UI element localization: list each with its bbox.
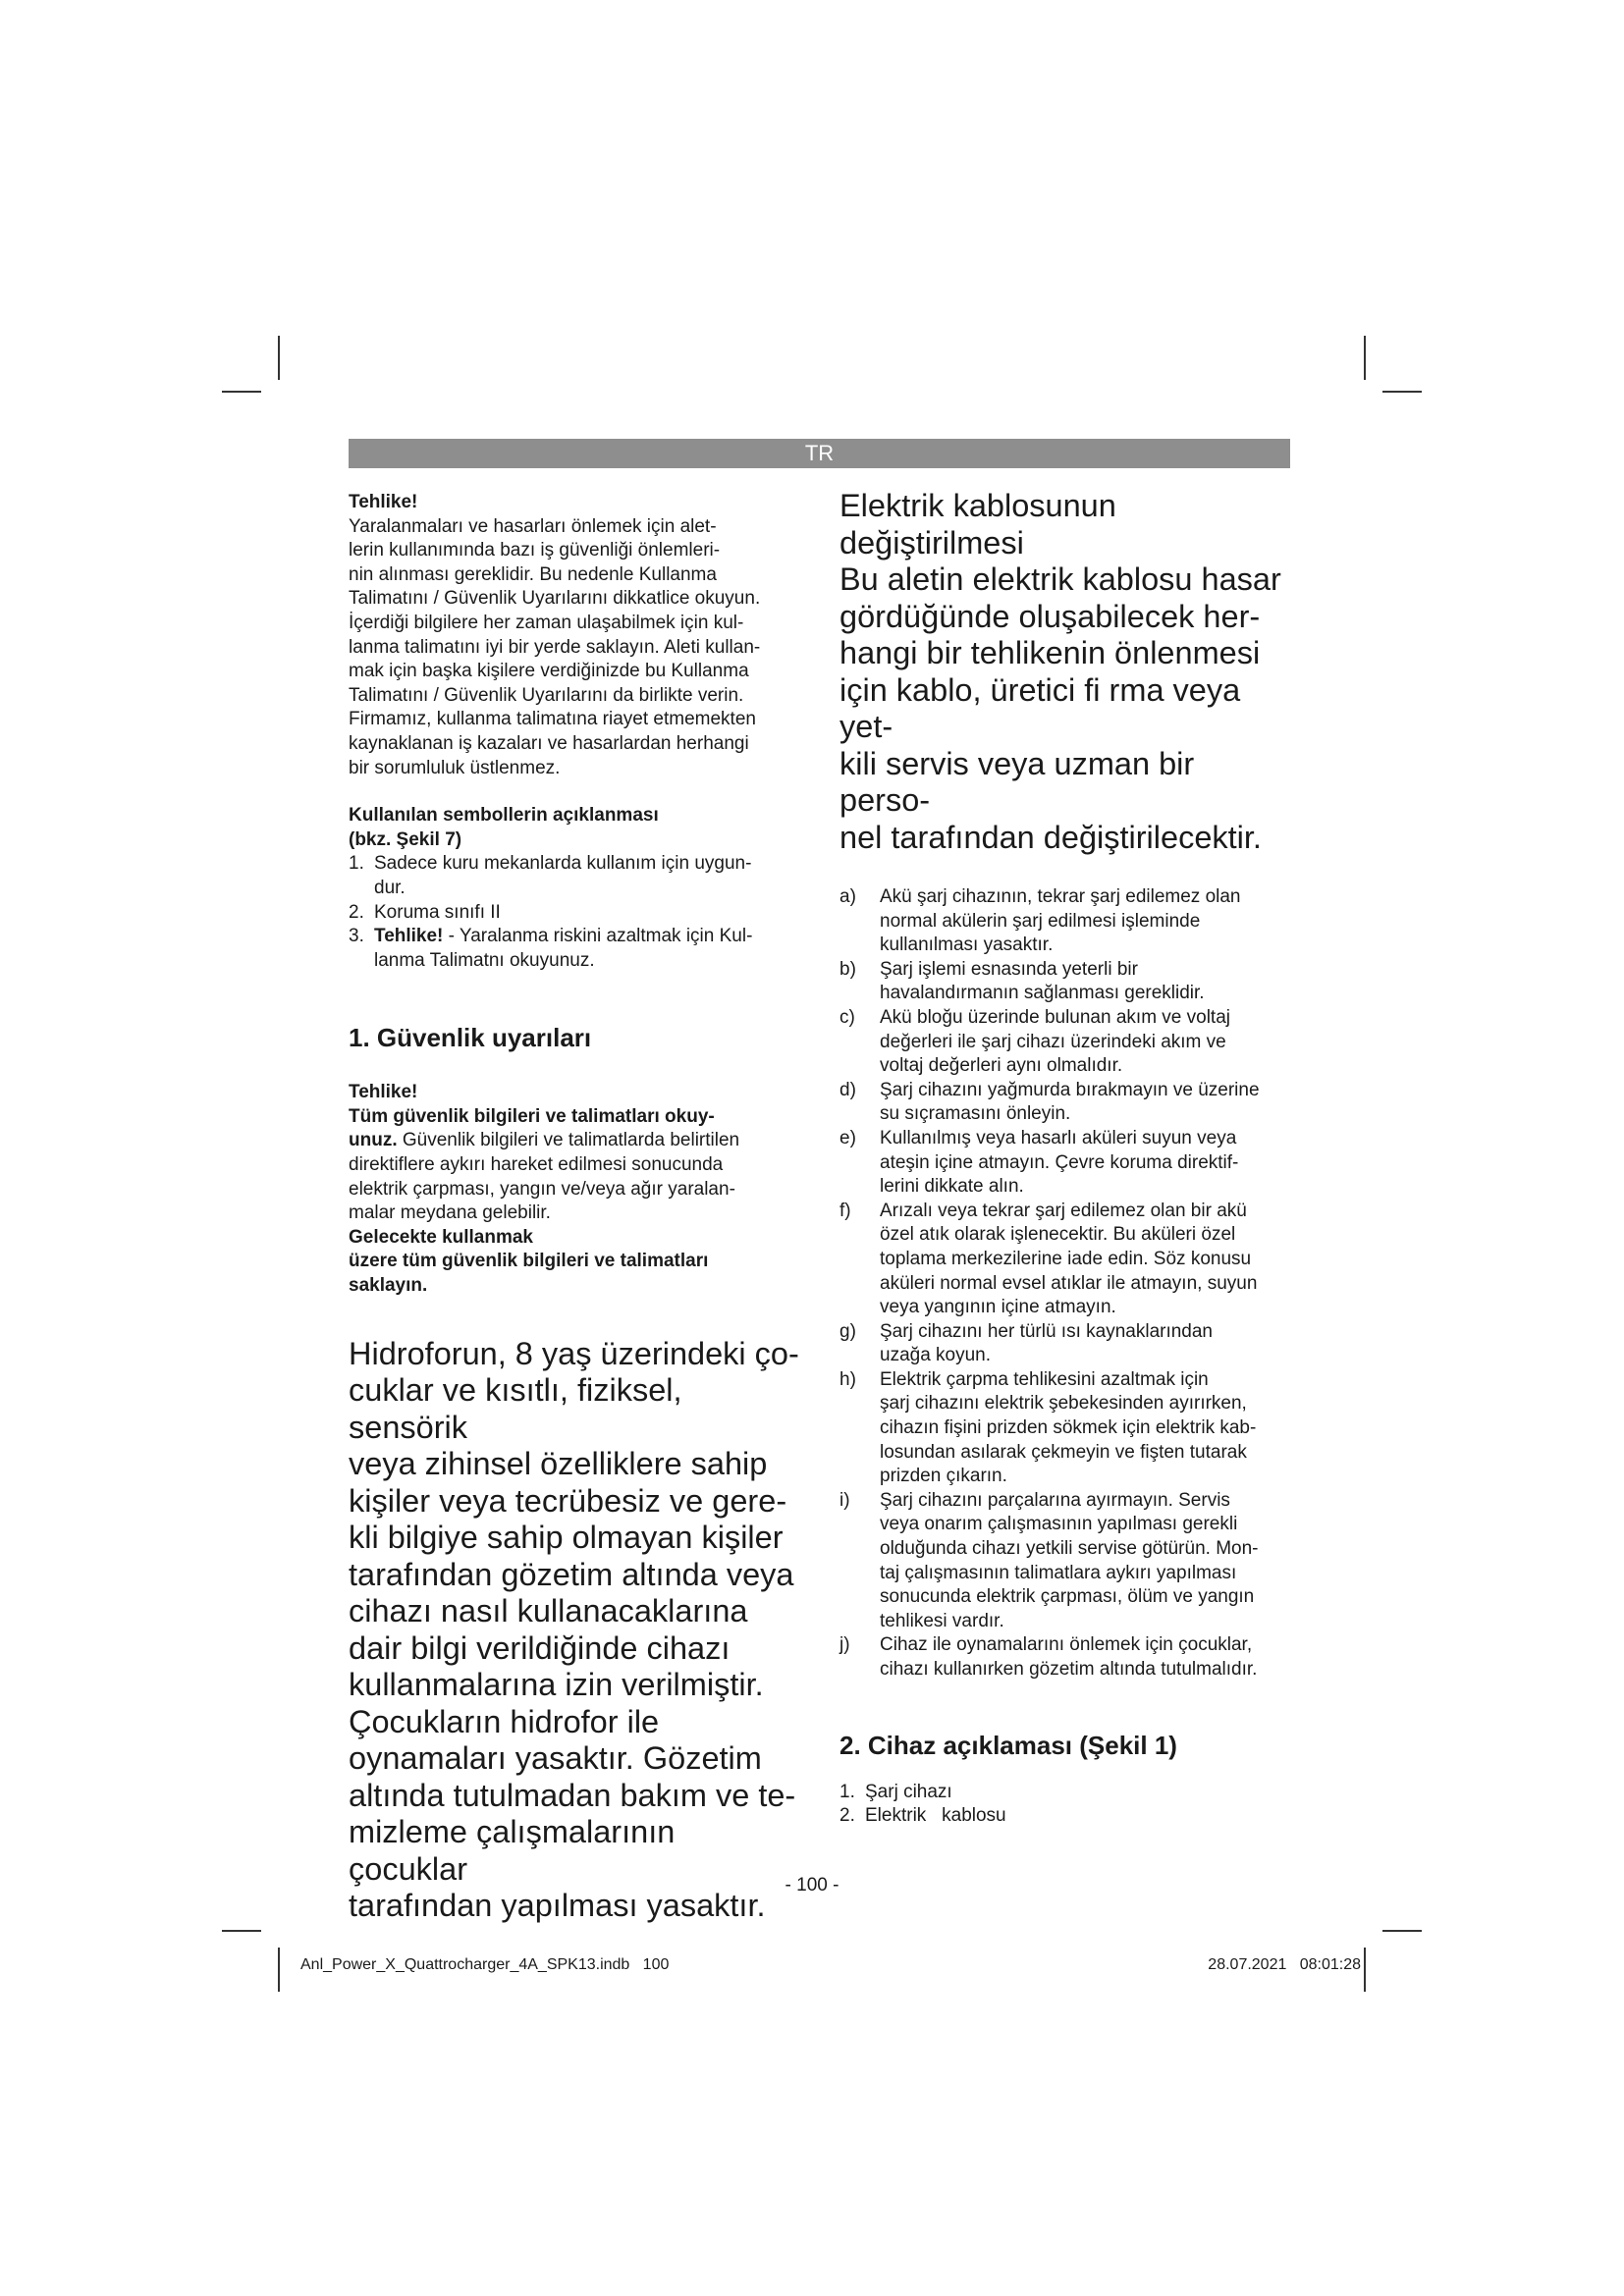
- symbols-list: [349, 852, 800, 973]
- right-column: [839, 488, 1291, 1829]
- crop-mark: [1364, 1948, 1366, 1992]
- section-1-body: Tüm güvenlik bilgileri ve talimatları okuy- unuz. Güvenlik bilgileri ve talimatlarda belirtilen direktiflere aykırı hareket edilmesi sonucunda elektrik çarpması, yangın ve/veya ağır yaralan- malar meydana gelebilir. Gelecekte kullanmak üzere tüm güvenlik bilgileri ve talimatları saklayın.: [349, 1105, 740, 1297]
- cable-replacement-text: Elektrik kablosunun değiştirilmesi Bu aletin elektrik kablosu hasar gördüğünde oluşabilecek her- hangi bir tehlikenin önlenmesi için kablo, üretici fi rma veya yet- kili servis veya uzman bir perso- nel tarafından değiştirilecektir.: [839, 488, 1281, 855]
- language-banner: TR: [349, 439, 1290, 468]
- list-item: i) Şarj cihazını parçalarına ayırmayın. Servis veya onarım çalışmasının yapılması gerekli olduğunda cihazı yetkili servise götürün. Mon- taj çalışmasının talimatlara aykırı yapılması sonucunda elektrik çarpması, ölüm ve yangın tehlikesi vardır.: [839, 1489, 1259, 1631]
- list-item: 2. Elektrik kablosu: [839, 1805, 1006, 1827]
- list-item: h) Elektrik çarpma tehlikesini azaltmak için şarj cihazını elektrik şebekesinden ayırırken, cihazın fişini prizden sökmek için elektrik kab- losundan asılarak çekmeyin ve fişten tutarak prizden çıkarın.: [839, 1368, 1257, 1487]
- footer-file-info: Anl_Power_X_Quattrocharger_4A_SPK13.indb 100: [300, 1956, 670, 1973]
- children-warning-text: Hidroforun, 8 yaş üzerindeki ço- cuklar ve kısıtlı, fiziksel, sensörik veya zihinsel özelliklere sahip kişiler veya tecrübesiz ve gere- kli bilgiye sahip olmayan kişiler tarafından gözetim altında veya cihazı nasıl kullanacaklarına dair bilgi verildiğinde cihazı kullanmalarına izin verilmiştir. Çocukların hidrofor ile oynamaları yasaktır. Gözetim altında tutulmadan bakım ve te- mizleme çalışmalarının çocuklar tarafından yapılması yasaktır.: [349, 1335, 799, 1924]
- warning-title: Tehlike!: [349, 492, 418, 512]
- list-item: a) Akü şarj cihazının, tekrar şarj edilemez olan normal akülerin şarj edilmesi işleminde kullanılması yasaktır.: [839, 886, 1241, 956]
- crop-mark: [278, 1948, 280, 1992]
- list-item: 3. Tehlike! - Yaralanma riskini azaltmak için Kul- lanma Talimatnı okuyunuz.: [349, 926, 753, 971]
- crop-mark: [222, 1930, 261, 1932]
- left-column: [349, 491, 800, 1925]
- warning-body: Yaralanmaları ve hasarları önlemek için alet- lerin kullanımında bazı iş güvenliği önlemleri- nin alınması gereklidir. Bu nedenle Kullanma Talimatını / Güvenlik Uyarılarını dikkatlice okuyun. İçerdiği bilgilere her zaman ulaşabilmek için kul- lanma talimatını iyi bir yerde saklayın. Aleti kullan- mak için başka kişilere verdiğinizde bu Kullanma Talimatını / Güvenlik Uyarılarını da birlikte verin. Firmamız, kullanma talimatına riayet etmemekten kaynaklanan iş kazaları ve hasarlardan herhangi bir sorumluluk üstlenmez.: [349, 515, 761, 778]
- list-item: g) Şarj cihazını her türlü ısı kaynaklarından uzağa koyun.: [839, 1320, 1214, 1366]
- safety-items-list: [839, 885, 1291, 1682]
- footer-timestamp: 28.07.2021 08:01:28: [1208, 1956, 1361, 1973]
- list-item: j) Cihaz ile oynamalarını önlemek için çocuklar, cihazı kullanırken gözetim altında tutulmalıdır.: [839, 1634, 1258, 1680]
- device-parts-list: [839, 1781, 1291, 1829]
- list-item: d) Şarj cihazını yağmurda bırakmayın ve üzerine su sıçramasını önleyin.: [839, 1079, 1260, 1125]
- list-item: 1. Sadece kuru mekanlarda kullanım için uygun- dur.: [349, 853, 752, 898]
- page-number: - 100 -: [785, 1875, 839, 1896]
- section-2-heading: 2. Cihaz açıklaması (Şekil 1): [839, 1730, 1177, 1760]
- section-1-heading: 1. Güvenlik uyarıları: [349, 1023, 592, 1053]
- crop-mark: [278, 336, 280, 380]
- crop-mark: [1382, 1930, 1422, 1932]
- section-1-warning-title: Tehlike!: [349, 1082, 418, 1103]
- list-item: b) Şarj işlemi esnasında yeterli bir havalandırmanın sağlanması gereklidir.: [839, 958, 1205, 1004]
- crop-mark: [222, 391, 261, 393]
- crop-mark: [1382, 391, 1422, 393]
- list-item: 1. Şarj cihazı: [839, 1781, 952, 1802]
- list-item: c) Akü bloğu üzerinde bulunan akım ve voltaj değerleri ile şarj cihazı üzerindeki akım ve voltaj değerleri aynı olmalıdır.: [839, 1006, 1231, 1077]
- list-item: e) Kullanılmış veya hasarlı aküleri suyun veya ateşin içine atmayın. Çevre koruma direktif- lerini dikkate alın.: [839, 1127, 1239, 1198]
- symbols-heading: Kullanılan sembollerin açıklanması (bkz. Şekil 7): [349, 805, 659, 850]
- list-item: f) Arızalı veya tekrar şarj edilemez olan bir akü özel atık olarak işlenecektir. Bu aküleri özel toplama merkezilerine iade edin. Söz konusu aküleri normal evsel atıklar ile atmayın, suyun veya yangının içine atmayın.: [839, 1200, 1258, 1318]
- crop-mark: [1364, 336, 1366, 380]
- list-item: 2. Koruma sınıfı II: [349, 901, 501, 923]
